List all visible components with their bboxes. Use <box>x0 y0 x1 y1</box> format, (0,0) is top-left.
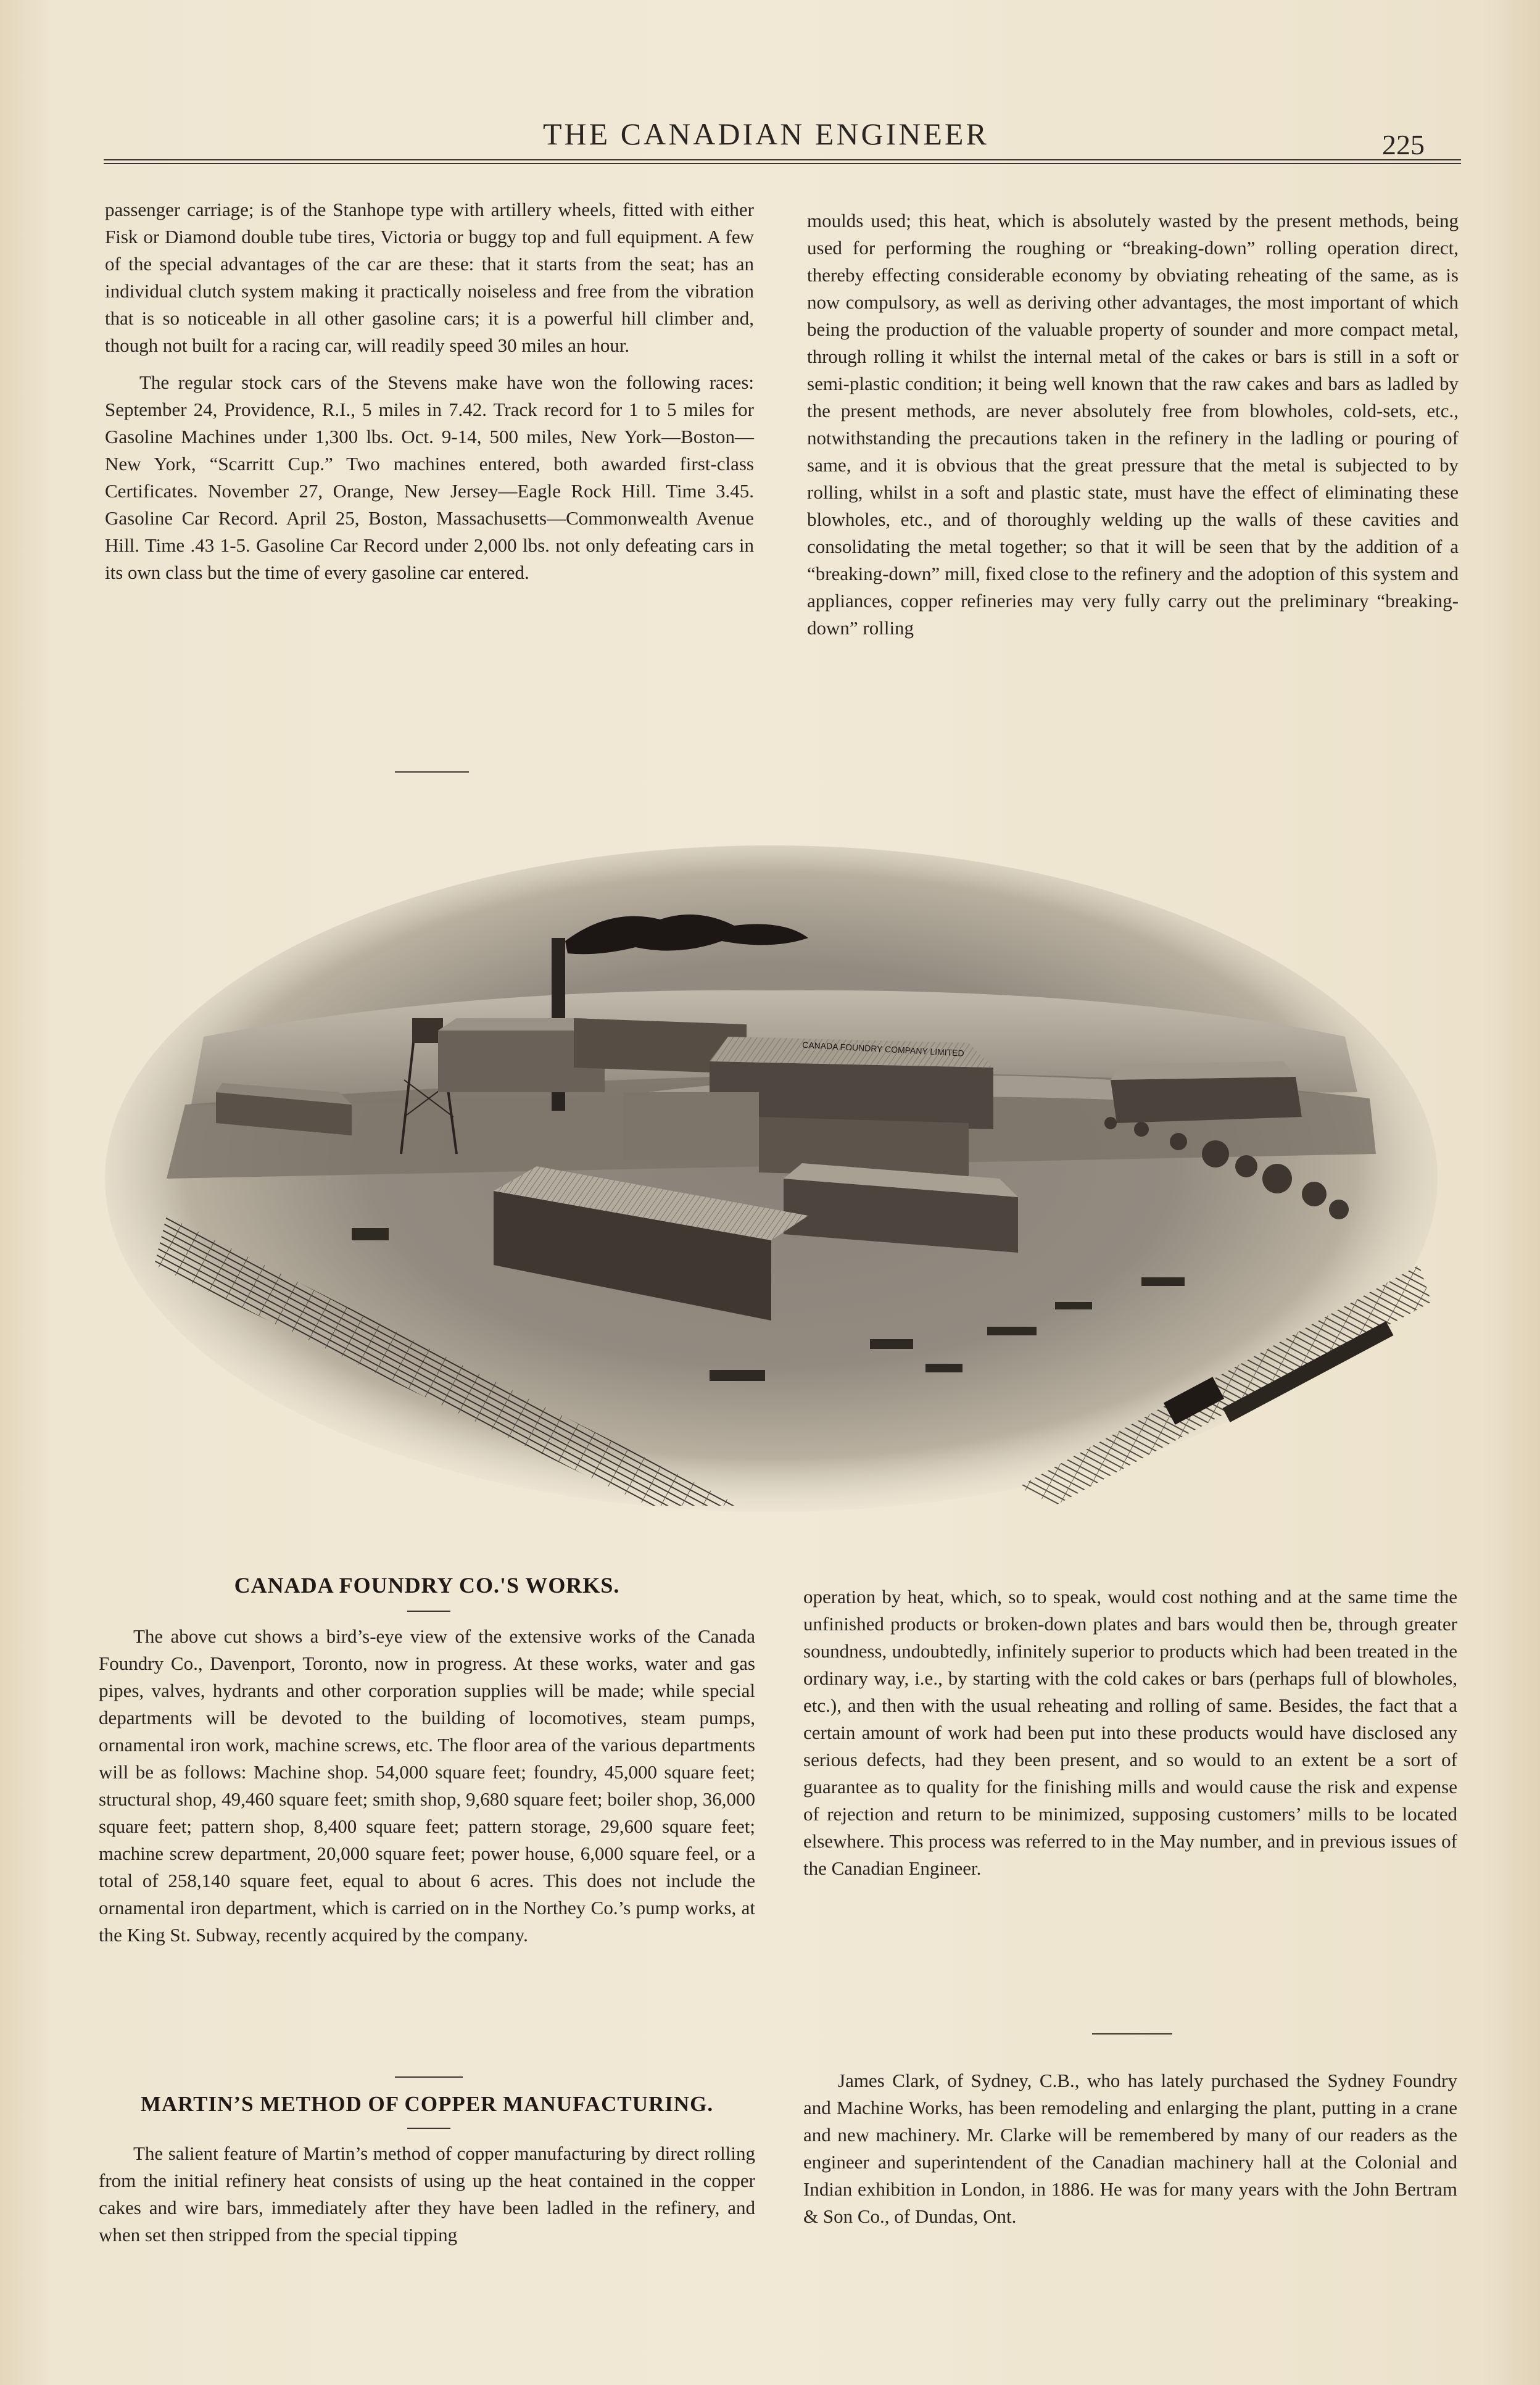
section-divider <box>395 2076 463 2078</box>
page-number: 225 <box>1382 129 1425 160</box>
left-column-top <box>105 196 754 586</box>
martin-article <box>99 2140 755 2249</box>
canada-foundry-article <box>99 1623 755 1949</box>
header-rule <box>104 159 1461 164</box>
right-shop <box>1111 1077 1302 1123</box>
right-column-bottom <box>803 1583 1457 1882</box>
foundry-illustration <box>93 833 1450 1512</box>
office-block <box>623 1092 759 1160</box>
james-clark-article <box>803 2067 1457 2230</box>
operation-paragraph: operation by heat, which, so to speak, would cost nothing and at the same time the unfinished products or broken-down plates and bars would then be, through greater soundness, undoubtedly, infinitely superior to products which had been treated in the ordinary way, i.e., by starting with the cold cakes or bars (perhaps full of blowholes, etc.), and then with the usual reheating and rolling of same. Besides, the fact that a certain amount of work had been put into these products would have disclosed any serious defects, had they been present, and so would to an extent be a sort of guarantee as to quality for the finishing mills and would cause the risk and expense of rejection and return to be minimized, supposing customers’ mills to be located elsewhere. This process was referred to in the May number, and in previous issues of the Canadian Engineer. <box>803 1586 1457 1879</box>
running-title: THE CANADIAN ENGINEER <box>543 117 989 151</box>
canada-foundry-heading: CANADA FOUNDRY CO.'S WORKS. <box>234 1573 620 1598</box>
heading-underline <box>407 1611 450 1612</box>
moulds-paragraph: moulds used; this heat, which is absolutely wasted by the present methods, being used for performing the roughing or “breaking-down” rolling operation direct, thereby effecting considerable economy by obviating reheating of the same, as is now compulsory, as well as deriving other advantages, the most important of which being the production of the valuable property of sounder and more compact metal, through rolling it whilst the internal metal of the cakes or bars is still in a soft or semi-plastic condition; it being well known that the raw cakes and bars as ladled by the present methods, are never absolutely free from blowholes, cold-sets, etc., notwithstanding the precautions taken in the refinery in the ladling or pouring of same, and it is obvious that the great pressure that the metal is subjected to by rolling, whilst in a soft and plastic state, must have the effect of eliminating these blowholes, etc., and of thoroughly welding up the walls of these cavities and consolidating the metal together; so that it will be seen that by the addition of a “breaking-down” mill, fixed close to the refinery and the adoption of this system and appliances, copper refineries may very fully carry out the preliminary “breaking-down” rolling <box>807 210 1459 639</box>
section-divider <box>395 771 469 773</box>
carriage-paragraph: passenger carriage; is of the Stanhope type with artillery wheels, fitted with either Fisk or Diamond double tube tires, Victoria or buggy top and full equipment. A few of the special advantages of the car are these: that it starts from the seat; has an individual clutch system making it practically noiseless and free from the vibration that is so noticeable in all other gasoline cars; it is a powerful hill climber and, though not built for a racing car, will readily speed 30 miles an hour. <box>105 199 754 356</box>
section-divider <box>1092 2033 1172 2035</box>
stevens-races-paragraph: The regular stock cars of the Stevens make have won the following races: September 24, Providence, R.I., 5 miles in 7.42. Track record for 1 to 5 miles for Gasoline Machines under 1,300 lbs. Oct. 9-14, 500 miles, New York—Boston—New York, “Scarritt Cup.” Two machines entered, both awarded first-class Certificates. November 27, Orange, New Jersey—Eagle Rock Hill. Time 3.45. Gasoline Car Record. April 25, Boston, Massachusetts—Commonwealth Avenue Hill. Time .43 1-5. Gasoline Car Record under 2,000 lbs. not only defeating cars in its own class but the time of every gasoline car entered. <box>105 371 754 583</box>
right-column-top <box>807 207 1459 642</box>
canada-foundry-paragraph: The above cut shows a bird’s-eye view of the extensive works of the Canada Foundry Co., Davenport, Toronto, now in progress. At these works, water and gas pipes, valves, hydrants and other corporation supplies will be made; while special departments will be devoted to the building of locomotives, steam pumps, ornamental iron work, machine screws, etc. The floor area of the various departments will be as follows: Machine shop. 54,000 square feet; foundry, 45,000 square feet; structural shop, 49,460 square feet; smith shop, 9,680 square feet; boiler shop, 36,000 square feet; pattern shop, 8,400 square feet; pattern storage, 29,600 square feet; machine screw department, 20,000 square feet; power house, 6,000 square feel, or a total of 258,140 square feet, equal to about 6 acres. This does not include the ornamental iron department, which is carried on in the Northey Co.’s pump works, at the King St. Subway, recently acquired by the company. <box>99 1625 755 1946</box>
factory-sign: CANADA FOUNDRY COMPANY LIMITED <box>801 1040 965 1058</box>
james-clark-paragraph: James Clark, of Sydney, C.B., who has lately purchased the Sydney Foundry and Machine Works, has been remodeling and enlarging the plant, putting in a crane and new machinery. Mr. Clarke will be remembered by many of our readers as the engineer and superintendent of the Canadian machinery hall at the Colonial and Indian exhibition in London, in 1886. He was for many years with the John Bertram & Son Co., of Dundas, Ont. <box>803 2070 1457 2227</box>
martin-paragraph: The salient feature of Martin’s method of copper manufacturing by direct rolling from the initial refinery heat consists of using up the heat contained in the copper cakes and wire bars, immediately after they have been ladled in the refinery, and when set then stripped from the special tipping <box>99 2142 755 2246</box>
heading-underline <box>407 2128 450 2129</box>
martin-heading: MARTIN’S METHOD OF COPPER MANUFACTURING. <box>140 2092 714 2116</box>
